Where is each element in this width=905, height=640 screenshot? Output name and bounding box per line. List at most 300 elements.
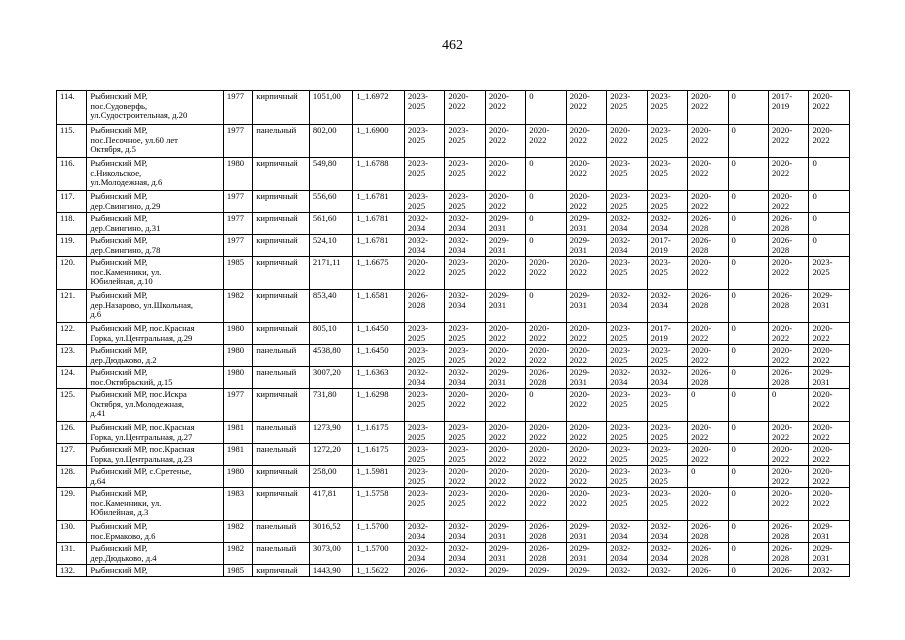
cell-term-1: 2023- 2025 xyxy=(404,158,444,191)
table-row xyxy=(57,235,850,257)
cell-term-1: 2032- 2034 xyxy=(404,367,444,389)
cell-term-2: 2032- 2034 xyxy=(445,543,485,565)
cell-term-7: 2032- 2034 xyxy=(647,543,687,565)
cell-term-1: 2023- 2025 xyxy=(404,91,444,125)
table-row xyxy=(57,521,850,543)
cell-address: Рыбинский МР, дер.Назарово, ул.Школьная, д.6 xyxy=(87,290,224,323)
cell-term-11: 2023- 2025 xyxy=(809,257,850,290)
cell-term-9: 0 xyxy=(728,488,768,521)
cell-year-built: 1980 xyxy=(223,323,252,345)
cell-term-7: 2023- 2025 xyxy=(647,191,687,213)
cell-term-3: 2020- 2022 xyxy=(485,125,525,158)
cell-term-5: 2020- 2022 xyxy=(566,91,606,125)
cell-term-7: 2023- 2025 xyxy=(647,125,687,158)
cell-term-6: 2023- 2025 xyxy=(607,323,647,345)
cell-term-7: 2032- 2034 xyxy=(647,213,687,235)
table-row xyxy=(57,290,850,323)
cell-term-6: 2032- 2034 xyxy=(607,521,647,543)
cell-term-2: 2032- 2034 xyxy=(445,290,485,323)
cell-year-built: 1980 xyxy=(223,345,252,367)
cell-row-number: 115. xyxy=(57,125,87,158)
cell-term-1: 2026- xyxy=(404,565,444,577)
cell-term-6: 2020- 2022 xyxy=(607,125,647,158)
cell-term-1: 2023- 2025 xyxy=(404,466,444,488)
cell-term-6: 2023- 2025 xyxy=(607,444,647,466)
cell-term-5: 2020- 2022 xyxy=(566,191,606,213)
cell-address: Рыбинский МР, пос.Песочное, ул.60 лет Октября, д.5 xyxy=(87,125,224,158)
cell-term-4: 2020- 2022 xyxy=(526,345,566,367)
cell-term-9: 0 xyxy=(728,466,768,488)
cell-term-7: 2017- 2019 xyxy=(647,235,687,257)
cell-term-11: 2020- 2022 xyxy=(809,389,850,422)
cell-building-code: 1_1.6581 xyxy=(353,290,405,323)
cell-building-code: 1_1.6972 xyxy=(353,91,405,125)
cell-term-10: 2020- 2022 xyxy=(769,323,809,345)
cell-term-6: 2023- 2025 xyxy=(607,389,647,422)
cell-wall-material: панельный xyxy=(253,125,310,158)
cell-building-code: 1_1.5981 xyxy=(353,466,405,488)
table-row xyxy=(57,367,850,389)
table-row xyxy=(57,422,850,444)
cell-term-9: 0 xyxy=(728,565,768,577)
cell-term-4: 2020- 2022 xyxy=(526,488,566,521)
cell-term-8: 2020- 2022 xyxy=(688,323,728,345)
cell-wall-material: кирпичный xyxy=(253,257,310,290)
cell-address: Рыбинский МР, дер.Свингино, д.29 xyxy=(87,191,224,213)
cell-term-6: 2032- 2034 xyxy=(607,213,647,235)
cell-term-2: 2032- xyxy=(445,565,485,577)
cell-year-built: 1977 xyxy=(223,389,252,422)
cell-term-7: 2023- 2025 xyxy=(647,389,687,422)
cell-term-7: 2023- 2025 xyxy=(647,158,687,191)
cell-row-number: 131. xyxy=(57,543,87,565)
cell-year-built: 1981 xyxy=(223,422,252,444)
cell-term-3: 2029- 2031 xyxy=(485,521,525,543)
cell-building-code: 1_1.6900 xyxy=(353,125,405,158)
cell-address: Рыбинский МР, пос.Искра Октября, ул.Молодежная, д.41 xyxy=(87,389,224,422)
cell-term-9: 0 xyxy=(728,422,768,444)
table-row xyxy=(57,488,850,521)
cell-address: Рыбинский МР, пос.Красная Горка, ул.Центральная, д.23 xyxy=(87,444,224,466)
cell-row-number: 120. xyxy=(57,257,87,290)
cell-area: 1273,90 xyxy=(309,422,352,444)
cell-term-4: 2020- 2022 xyxy=(526,125,566,158)
table-row xyxy=(57,444,850,466)
cell-area: 3016,52 xyxy=(309,521,352,543)
cell-term-9: 0 xyxy=(728,125,768,158)
cell-term-2: 2023- 2025 xyxy=(445,191,485,213)
cell-year-built: 1982 xyxy=(223,290,252,323)
cell-term-2: 2023- 2025 xyxy=(445,257,485,290)
cell-wall-material: панельный xyxy=(253,444,310,466)
cell-term-5: 2020- 2022 xyxy=(566,389,606,422)
cell-address: Рыбинский МР, xyxy=(87,565,224,577)
cell-term-5: 2020- 2022 xyxy=(566,257,606,290)
cell-term-4: 2020- 2022 xyxy=(526,257,566,290)
cell-term-10: 2026- 2028 xyxy=(769,521,809,543)
cell-term-1: 2032- 2034 xyxy=(404,235,444,257)
cell-term-1: 2023- 2025 xyxy=(404,345,444,367)
cell-term-8: 2026- xyxy=(688,565,728,577)
cell-term-5: 2029- 2031 xyxy=(566,543,606,565)
cell-wall-material: кирпичный xyxy=(253,235,310,257)
cell-term-1: 2023- 2025 xyxy=(404,323,444,345)
cell-term-11: 2020- 2022 xyxy=(809,91,850,125)
cell-term-7: 2023- 2025 xyxy=(647,257,687,290)
cell-area: 805,10 xyxy=(309,323,352,345)
cell-term-7: 2023- 2025 xyxy=(647,444,687,466)
cell-term-3: 2020- 2022 xyxy=(485,257,525,290)
cell-term-3: 2020- 2022 xyxy=(485,422,525,444)
cell-term-3: 2029- xyxy=(485,565,525,577)
cell-term-11: 2020- 2022 xyxy=(809,323,850,345)
cell-term-4: 0 xyxy=(526,191,566,213)
cell-area: 1051,00 xyxy=(309,91,352,125)
cell-term-6: 2032- 2034 xyxy=(607,543,647,565)
cell-term-3: 2020- 2022 xyxy=(485,466,525,488)
cell-term-5: 2020- 2022 xyxy=(566,125,606,158)
cell-row-number: 124. xyxy=(57,367,87,389)
cell-building-code: 1_1.6175 xyxy=(353,422,405,444)
cell-year-built: 1977 xyxy=(223,125,252,158)
cell-term-9: 0 xyxy=(728,235,768,257)
cell-term-9: 0 xyxy=(728,257,768,290)
cell-area: 802,00 xyxy=(309,125,352,158)
cell-term-4: 0 xyxy=(526,158,566,191)
cell-term-2: 2023- 2025 xyxy=(445,125,485,158)
cell-year-built: 1982 xyxy=(223,521,252,543)
cell-term-5: 2029- 2031 xyxy=(566,521,606,543)
cell-term-9: 0 xyxy=(728,213,768,235)
cell-term-8: 2020- 2022 xyxy=(688,191,728,213)
cell-term-2: 2023- 2025 xyxy=(445,158,485,191)
table-row xyxy=(57,345,850,367)
cell-term-1: 2032- 2034 xyxy=(404,543,444,565)
table-row xyxy=(57,323,850,345)
cell-term-4: 0 xyxy=(526,235,566,257)
cell-year-built: 1981 xyxy=(223,444,252,466)
cell-area: 3073,00 xyxy=(309,543,352,565)
cell-year-built: 1985 xyxy=(223,257,252,290)
page-number: 462 xyxy=(442,38,463,53)
cell-address: Рыбинский МР, пос.Каменники, ул. Юбилейная, д.3 xyxy=(87,488,224,521)
cell-term-2: 2023- 2025 xyxy=(445,488,485,521)
cell-wall-material: кирпичный xyxy=(253,466,310,488)
cell-row-number: 128. xyxy=(57,466,87,488)
cell-term-10: 2026- 2028 xyxy=(769,213,809,235)
cell-term-8: 2026- 2028 xyxy=(688,290,728,323)
cell-address: Рыбинский МР, дер.Свингино, д.78 xyxy=(87,235,224,257)
cell-term-4: 2020- 2022 xyxy=(526,444,566,466)
cell-term-10: 2026- 2028 xyxy=(769,290,809,323)
cell-term-7: 2023- 2025 xyxy=(647,345,687,367)
cell-term-7: 2032- 2034 xyxy=(647,367,687,389)
cell-wall-material: панельный xyxy=(253,543,310,565)
cell-term-10: 2020- 2022 xyxy=(769,422,809,444)
cell-row-number: 119. xyxy=(57,235,87,257)
cell-term-9: 0 xyxy=(728,91,768,125)
cell-term-6: 2032- 2034 xyxy=(607,235,647,257)
cell-term-4: 2020- 2022 xyxy=(526,323,566,345)
cell-wall-material: панельный xyxy=(253,345,310,367)
cell-term-11: 2020- 2022 xyxy=(809,466,850,488)
cell-row-number: 130. xyxy=(57,521,87,543)
cell-row-number: 126. xyxy=(57,422,87,444)
cell-term-9: 0 xyxy=(728,191,768,213)
cell-term-10: 2026- 2028 xyxy=(769,235,809,257)
cell-wall-material: кирпичный xyxy=(253,213,310,235)
cell-term-3: 2029- 2031 xyxy=(485,543,525,565)
cell-term-11: 2032- xyxy=(809,565,850,577)
cell-term-5: 2020- 2022 xyxy=(566,323,606,345)
cell-term-9: 0 xyxy=(728,290,768,323)
cell-term-3: 2029- 2031 xyxy=(485,290,525,323)
cell-term-3: 2020- 2022 xyxy=(485,91,525,125)
cell-term-8: 2020- 2022 xyxy=(688,91,728,125)
cell-building-code: 1_1.6781 xyxy=(353,235,405,257)
cell-term-3: 2029- 2031 xyxy=(485,235,525,257)
cell-term-5: 2029- xyxy=(566,565,606,577)
cell-term-10: 0 xyxy=(769,389,809,422)
cell-term-7: 2023- 2025 xyxy=(647,91,687,125)
cell-area: 524,10 xyxy=(309,235,352,257)
cell-wall-material: панельный xyxy=(253,367,310,389)
cell-term-4: 2026- 2028 xyxy=(526,521,566,543)
cell-term-6: 2023- 2025 xyxy=(607,422,647,444)
cell-term-3: 2029- 2031 xyxy=(485,213,525,235)
cell-address: Рыбинский МР, пос.Красная Горка, ул.Центральная, д.29 xyxy=(87,323,224,345)
cell-term-4: 2026- 2028 xyxy=(526,543,566,565)
cell-area: 561,60 xyxy=(309,213,352,235)
cell-address: Рыбинский МР, пос.Октябрьский, д.15 xyxy=(87,367,224,389)
cell-term-11: 2029- 2031 xyxy=(809,543,850,565)
cell-row-number: 114. xyxy=(57,91,87,125)
cell-term-9: 0 xyxy=(728,543,768,565)
cell-area: 4538,80 xyxy=(309,345,352,367)
cell-term-4: 0 xyxy=(526,290,566,323)
table-row xyxy=(57,466,850,488)
cell-term-8: 2026- 2028 xyxy=(688,543,728,565)
table-row xyxy=(57,158,850,191)
cell-building-code: 1_1.6450 xyxy=(353,323,405,345)
cell-term-8: 2020- 2022 xyxy=(688,422,728,444)
cell-term-7: 2023- 2025 xyxy=(647,488,687,521)
cell-term-11: 2029- 2031 xyxy=(809,521,850,543)
cell-term-4: 2029- xyxy=(526,565,566,577)
cell-address: Рыбинский МР, дер.Дюдьково, д.2 xyxy=(87,345,224,367)
cell-term-11: 2029- 2031 xyxy=(809,367,850,389)
cell-term-10: 2026- 2028 xyxy=(769,367,809,389)
cell-term-10: 2017- 2019 xyxy=(769,91,809,125)
cell-row-number: 123. xyxy=(57,345,87,367)
cell-term-3: 2020- 2022 xyxy=(485,158,525,191)
cell-term-8: 2026- 2028 xyxy=(688,235,728,257)
cell-address: Рыбинский МР, пос.Ермаково, д.6 xyxy=(87,521,224,543)
cell-term-5: 2029- 2031 xyxy=(566,367,606,389)
cell-term-10: 2020- 2022 xyxy=(769,158,809,191)
cell-term-8: 2020- 2022 xyxy=(688,125,728,158)
cell-term-10: 2020- 2022 xyxy=(769,191,809,213)
cell-term-2: 2023- 2025 xyxy=(445,422,485,444)
cell-term-1: 2032- 2034 xyxy=(404,521,444,543)
cell-wall-material: кирпичный xyxy=(253,389,310,422)
cell-wall-material: кирпичный xyxy=(253,488,310,521)
cell-row-number: 117. xyxy=(57,191,87,213)
cell-term-6: 2023- 2025 xyxy=(607,345,647,367)
cell-term-11: 0 xyxy=(809,191,850,213)
cell-term-10: 2020- 2022 xyxy=(769,345,809,367)
cell-term-10: 2020- 2022 xyxy=(769,488,809,521)
cell-term-5: 2020- 2022 xyxy=(566,158,606,191)
cell-row-number: 122. xyxy=(57,323,87,345)
cell-building-code: 1_1.5622 xyxy=(353,565,405,577)
cell-term-11: 0 xyxy=(809,235,850,257)
cell-term-3: 2020- 2022 xyxy=(485,323,525,345)
cell-term-8: 2020- 2022 xyxy=(688,158,728,191)
cell-term-6: 2032- xyxy=(607,565,647,577)
cell-term-11: 2020- 2022 xyxy=(809,488,850,521)
cell-term-8: 2026- 2028 xyxy=(688,521,728,543)
cell-term-8: 0 xyxy=(688,389,728,422)
table-body xyxy=(57,91,850,577)
cell-term-2: 2020- 2022 xyxy=(445,389,485,422)
cell-term-7: 2023- 2025 xyxy=(647,422,687,444)
cell-term-6: 2023- 2025 xyxy=(607,91,647,125)
cell-term-2: 2023- 2025 xyxy=(445,444,485,466)
cell-term-3: 2020- 2022 xyxy=(485,389,525,422)
cell-area: 258,00 xyxy=(309,466,352,488)
cell-address: Рыбинский МР, пос.Красная Горка, ул.Центральная, д.27 xyxy=(87,422,224,444)
cell-term-1: 2032- 2034 xyxy=(404,213,444,235)
cell-row-number: 118. xyxy=(57,213,87,235)
cell-term-10: 2026- xyxy=(769,565,809,577)
cell-term-6: 2032- 2034 xyxy=(607,290,647,323)
cell-term-5: 2029- 2031 xyxy=(566,290,606,323)
cell-term-5: 2020- 2022 xyxy=(566,466,606,488)
cell-term-6: 2023- 2025 xyxy=(607,191,647,213)
cell-year-built: 1980 xyxy=(223,367,252,389)
cell-term-10: 2020- 2022 xyxy=(769,466,809,488)
cell-term-1: 2023- 2025 xyxy=(404,444,444,466)
cell-wall-material: кирпичный xyxy=(253,323,310,345)
cell-wall-material: кирпичный xyxy=(253,290,310,323)
cell-area: 853,40 xyxy=(309,290,352,323)
cell-term-6: 2023- 2025 xyxy=(607,158,647,191)
cell-year-built: 1980 xyxy=(223,466,252,488)
cell-term-3: 2020- 2022 xyxy=(485,444,525,466)
cell-term-4: 2020- 2022 xyxy=(526,422,566,444)
cell-address: Рыбинский МР, дер.Дюдьково, д.4 xyxy=(87,543,224,565)
cell-term-4: 0 xyxy=(526,91,566,125)
cell-term-9: 0 xyxy=(728,521,768,543)
cell-term-8: 2020- 2022 xyxy=(688,444,728,466)
cell-term-11: 2020- 2022 xyxy=(809,345,850,367)
cell-term-11: 2020- 2022 xyxy=(809,422,850,444)
cell-building-code: 1_1.6781 xyxy=(353,213,405,235)
cell-address: Рыбинский МР, с.Сретенье, д.64 xyxy=(87,466,224,488)
cell-year-built: 1977 xyxy=(223,235,252,257)
cell-area: 549,80 xyxy=(309,158,352,191)
cell-building-code: 1_1.6675 xyxy=(353,257,405,290)
cell-term-9: 0 xyxy=(728,367,768,389)
cell-term-2: 2023- 2025 xyxy=(445,345,485,367)
cell-term-7: 2032- xyxy=(647,565,687,577)
cell-term-6: 2023- 2025 xyxy=(607,488,647,521)
cell-term-4: 2026- 2028 xyxy=(526,367,566,389)
cell-term-2: 2032- 2034 xyxy=(445,367,485,389)
cell-wall-material: кирпичный xyxy=(253,91,310,125)
cell-term-2: 2023- 2025 xyxy=(445,323,485,345)
cell-area: 731,80 xyxy=(309,389,352,422)
cell-term-9: 0 xyxy=(728,345,768,367)
cell-term-9: 0 xyxy=(728,444,768,466)
housing-registry-table xyxy=(56,90,850,577)
table-row xyxy=(57,91,850,125)
cell-term-6: 2023- 2025 xyxy=(607,466,647,488)
table-row xyxy=(57,257,850,290)
cell-row-number: 129. xyxy=(57,488,87,521)
cell-year-built: 1977 xyxy=(223,91,252,125)
cell-term-3: 2020- 2022 xyxy=(485,488,525,521)
cell-term-10: 2020- 2022 xyxy=(769,257,809,290)
cell-term-2: 2020- 2022 xyxy=(445,466,485,488)
cell-term-5: 2020- 2022 xyxy=(566,345,606,367)
cell-term-1: 2026- 2028 xyxy=(404,290,444,323)
cell-term-11: 2029- 2031 xyxy=(809,290,850,323)
cell-wall-material: кирпичный xyxy=(253,158,310,191)
cell-term-10: 2020- 2022 xyxy=(769,444,809,466)
cell-area: 3007,20 xyxy=(309,367,352,389)
table-row xyxy=(57,543,850,565)
cell-term-6: 2023- 2025 xyxy=(607,257,647,290)
cell-term-10: 2026- 2028 xyxy=(769,543,809,565)
cell-term-5: 2029- 2031 xyxy=(566,235,606,257)
table-row xyxy=(57,125,850,158)
cell-term-11: 0 xyxy=(809,158,850,191)
cell-term-5: 2020- 2022 xyxy=(566,444,606,466)
cell-year-built: 1980 xyxy=(223,158,252,191)
cell-term-8: 2020- 2022 xyxy=(688,257,728,290)
cell-term-4: 2020- 2022 xyxy=(526,466,566,488)
cell-area: 556,60 xyxy=(309,191,352,213)
cell-building-code: 1_1.6788 xyxy=(353,158,405,191)
cell-address: Рыбинский МР, дер.Свингино, д.31 xyxy=(87,213,224,235)
cell-area: 417,81 xyxy=(309,488,352,521)
cell-row-number: 116. xyxy=(57,158,87,191)
cell-row-number: 121. xyxy=(57,290,87,323)
cell-term-1: 2023- 2025 xyxy=(404,125,444,158)
cell-term-8: 2020- 2022 xyxy=(688,345,728,367)
cell-building-code: 1_1.6175 xyxy=(353,444,405,466)
cell-year-built: 1977 xyxy=(223,213,252,235)
cell-term-2: 2020- 2022 xyxy=(445,91,485,125)
cell-term-3: 2020- 2022 xyxy=(485,345,525,367)
cell-wall-material: панельный xyxy=(253,422,310,444)
cell-building-code: 1_1.6363 xyxy=(353,367,405,389)
cell-term-2: 2032- 2034 xyxy=(445,213,485,235)
cell-wall-material: кирпичный xyxy=(253,565,310,577)
cell-term-8: 2026- 2028 xyxy=(688,367,728,389)
cell-year-built: 1982 xyxy=(223,543,252,565)
cell-term-5: 2020- 2022 xyxy=(566,422,606,444)
cell-year-built: 1985 xyxy=(223,565,252,577)
cell-term-7: 2017- 2019 xyxy=(647,323,687,345)
cell-term-4: 0 xyxy=(526,389,566,422)
cell-address: Рыбинский МР, пос.Судоверфь, ул.Судостроительная, д.20 xyxy=(87,91,224,125)
cell-row-number: 127. xyxy=(57,444,87,466)
cell-year-built: 1983 xyxy=(223,488,252,521)
cell-term-7: 2023- 2025 xyxy=(647,466,687,488)
